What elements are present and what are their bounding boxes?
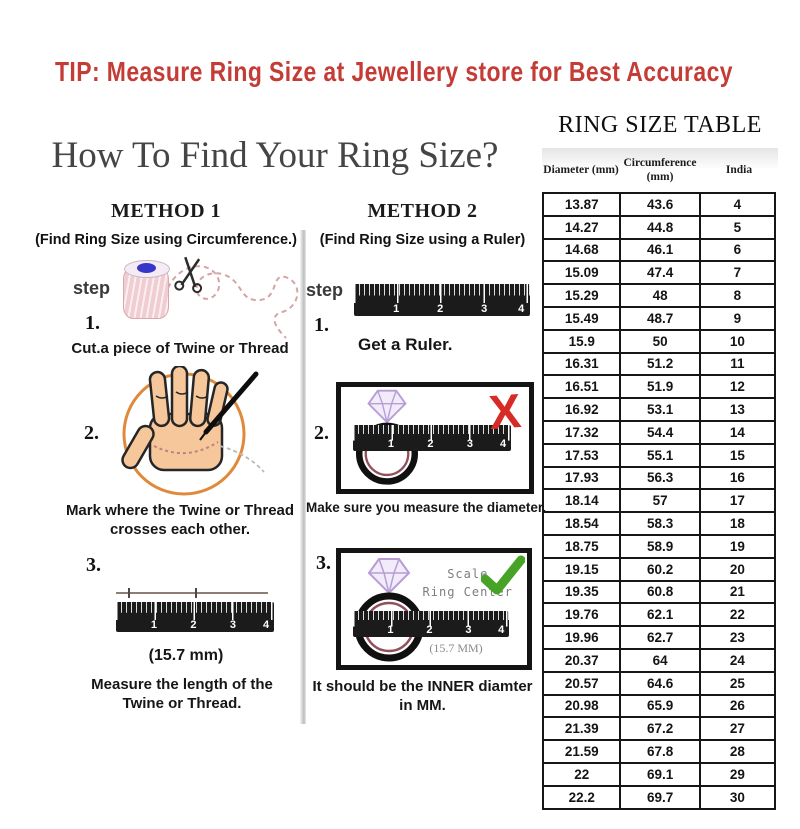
method-1-title: METHOD 1 [110, 200, 222, 222]
red-x-mark: X [487, 384, 523, 441]
table-cell: 62.7 [620, 626, 699, 649]
step-caption: Cut.a piece of Twine or Thread [71, 340, 289, 357]
table-cell: 30 [700, 786, 775, 809]
table-cell: 50 [620, 330, 699, 353]
table-cell: 15.29 [543, 284, 620, 307]
table-cell: 58.9 [620, 535, 699, 558]
table-row [543, 695, 775, 718]
table-cell: 22 [700, 603, 775, 626]
column-header-india: India [725, 163, 753, 176]
column-header-diameter: Diameter (mm) [543, 163, 619, 176]
table-cell: 18.54 [543, 512, 620, 535]
table-cell: 48 [620, 284, 699, 307]
table-row [543, 558, 775, 581]
column-header-circumference: Circumference (mm) [623, 156, 697, 183]
ruler-number: 2 [427, 438, 434, 450]
table-cell: 48.7 [620, 307, 699, 330]
ruler-number: 1 [150, 619, 157, 631]
table-cell: 19.76 [543, 603, 620, 626]
ruler-number: 2 [190, 619, 197, 631]
table-cell: 58.3 [620, 512, 699, 535]
step-caption: Measure the length of the Twine or Thread. [91, 676, 273, 712]
step-number-3: 3. [86, 554, 101, 576]
table-row [543, 307, 775, 330]
inner-mm-note: (15.7 MM) [429, 641, 483, 655]
table-header [542, 148, 778, 192]
table-row [543, 581, 775, 604]
ruler [116, 602, 274, 632]
table-cell: 11 [700, 353, 775, 376]
table-cell: 18.14 [543, 489, 620, 512]
table-row [543, 489, 775, 512]
table-cell: 64.6 [620, 672, 699, 695]
table-cell: 26 [700, 695, 775, 718]
thread-pin [195, 588, 197, 598]
table-row [543, 535, 775, 558]
table-cell: 69.1 [620, 763, 699, 786]
table-cell: 54.4 [620, 421, 699, 444]
table-row [543, 786, 775, 809]
table-cell: 20 [700, 558, 775, 581]
ruler-number: 4 [498, 624, 505, 636]
step-number-2: 2. [84, 422, 99, 444]
table-row [543, 353, 775, 376]
table-cell: 62.1 [620, 603, 699, 626]
ruler-number: 4 [263, 619, 270, 631]
table-row [543, 216, 775, 239]
step-number-3: 3. [316, 552, 331, 574]
table-cell: 14.68 [543, 239, 620, 262]
table-row [543, 398, 775, 421]
table-cell: 22.2 [543, 786, 620, 809]
table-row [543, 284, 775, 307]
ruler-number: 4 [518, 303, 525, 315]
step-caption: Make sure you measure the diameter. [306, 500, 547, 515]
ruler [354, 284, 530, 316]
table-cell: 29 [700, 763, 775, 786]
table-cell: 14 [700, 421, 775, 444]
table-cell: 69.7 [620, 786, 699, 809]
ruler-number: 4 [500, 438, 507, 450]
table-cell: 17.93 [543, 467, 620, 490]
table-cell: 10 [700, 330, 775, 353]
ruler-number: 3 [229, 619, 236, 631]
table-cell: 55.1 [620, 444, 699, 467]
table-cell: 20.37 [543, 649, 620, 672]
table-row [543, 626, 775, 649]
step-label: step [73, 278, 111, 298]
table-cell: 17.53 [543, 444, 620, 467]
table-cell: 16.92 [543, 398, 620, 421]
table-cell: 51.2 [620, 353, 699, 376]
ruler-number: 2 [426, 624, 433, 636]
table-cell: 24 [700, 649, 775, 672]
table-cell: 12 [700, 375, 775, 398]
table-cell: 27 [700, 717, 775, 740]
ruler-number: 1 [393, 303, 400, 315]
table-cell: 19.96 [543, 626, 620, 649]
table-row [543, 649, 775, 672]
ruler-number: 3 [465, 624, 472, 636]
green-check-icon [481, 555, 525, 597]
table-row [543, 717, 775, 740]
table-row [543, 239, 775, 262]
table-cell: 17.32 [543, 421, 620, 444]
scale-label-line1: Scale [447, 567, 489, 581]
ruler-number: 1 [387, 624, 394, 636]
tip-text: TIP: Measure Ring Size at Jewellery store for Best Accuracy [55, 56, 733, 87]
table-row [543, 193, 775, 216]
table-cell: 14.27 [543, 216, 620, 239]
table-cell: 9 [700, 307, 775, 330]
table-cell: 22 [543, 763, 620, 786]
table-cell: 18 [700, 512, 775, 535]
scissors-icon [172, 254, 209, 294]
table-cell: 67.2 [620, 717, 699, 740]
measure-box-correct [336, 548, 532, 670]
table-cell: 43.6 [620, 193, 699, 216]
table-cell: 23 [700, 626, 775, 649]
table-cell: 65.9 [620, 695, 699, 718]
table-row [543, 740, 775, 763]
table-row [543, 763, 775, 786]
twine-spool [123, 260, 169, 318]
table-cell: 46.1 [620, 239, 699, 262]
table-cell: 16 [700, 467, 775, 490]
ruler-number: 3 [481, 303, 488, 315]
table-cell: 20.98 [543, 695, 620, 718]
table-cell: 51.9 [620, 375, 699, 398]
ring-size-table-body [543, 193, 775, 809]
table-cell: 60.8 [620, 581, 699, 604]
ring-size-table [542, 192, 776, 810]
table-cell: 4 [700, 193, 775, 216]
step-caption: Mark where the Twine or Thread crosses each other. [65, 502, 295, 538]
measure-box-wrong [336, 382, 534, 494]
table-cell: 13 [700, 398, 775, 421]
table-row [543, 512, 775, 535]
method-2-subtitle: (Find Ring Size using a Ruler) [319, 232, 526, 248]
method-2-section [306, 200, 547, 824]
measurement-note: (15.7 mm) [148, 647, 224, 664]
table-cell: 67.8 [620, 740, 699, 763]
table-cell: 16.31 [543, 353, 620, 376]
method-1-section [28, 200, 304, 824]
ruler-number: 1 [387, 438, 394, 450]
table-row [543, 330, 775, 353]
table-cell: 16.51 [543, 375, 620, 398]
step-number-1: 1. [314, 314, 329, 336]
step-caption: It should be the INNER diamter in MM. [312, 678, 533, 714]
table-cell: 18.75 [543, 535, 620, 558]
table-cell: 13.87 [543, 193, 620, 216]
spool-core [137, 263, 156, 273]
page-title: How To Find Your Ring Size? [51, 135, 499, 176]
ruler-number: 2 [437, 303, 444, 315]
step-caption: Get a Ruler. [358, 335, 453, 354]
table-cell: 19.35 [543, 581, 620, 604]
table-cell: 47.4 [620, 261, 699, 284]
step-number-1: 1. [85, 312, 100, 334]
table-cell: 20.57 [543, 672, 620, 695]
table-cell: 15.49 [543, 307, 620, 330]
table-cell: 15.9 [543, 330, 620, 353]
table-cell: 28 [700, 740, 775, 763]
table-cell: 15 [700, 444, 775, 467]
table-cell: 19.15 [543, 558, 620, 581]
ring-size-table-panel [542, 112, 778, 810]
table-cell: 44.8 [620, 216, 699, 239]
step-label: step [306, 280, 344, 300]
table-row [543, 467, 775, 490]
table-row [543, 603, 775, 626]
ruler [353, 611, 509, 637]
hand-illustration [106, 366, 274, 500]
table-row [543, 672, 775, 695]
table-row [543, 444, 775, 467]
table-row [543, 421, 775, 444]
ruler [353, 425, 511, 451]
table-cell: 25 [700, 672, 775, 695]
table-cell: 60.2 [620, 558, 699, 581]
table-cell: 19 [700, 535, 775, 558]
table-cell: 6 [700, 239, 775, 262]
table-cell: 8 [700, 284, 775, 307]
step-number-2: 2. [314, 422, 329, 444]
table-row [543, 375, 775, 398]
ruler-number: 3 [466, 438, 473, 450]
table-cell: 15.09 [543, 261, 620, 284]
table-cell: 57 [620, 489, 699, 512]
diamond-icon [369, 559, 409, 593]
table-cell: 7 [700, 261, 775, 284]
table-cell: 56.3 [620, 467, 699, 490]
table-cell: 17 [700, 489, 775, 512]
table-cell: 21.39 [543, 717, 620, 740]
diamond-icon [368, 391, 405, 422]
table-title: RING SIZE TABLE [558, 112, 762, 138]
tip-banner [55, 56, 775, 88]
table-row [543, 261, 775, 284]
table-cell: 5 [700, 216, 775, 239]
scale-label-line2: Ring Center [422, 585, 513, 599]
table-cell: 21 [700, 581, 775, 604]
thread-pin [128, 588, 130, 598]
table-cell: 64 [620, 649, 699, 672]
table-cell: 53.1 [620, 398, 699, 421]
thread-measure-line [116, 592, 268, 594]
table-cell: 21.59 [543, 740, 620, 763]
method-2-title: METHOD 2 [367, 200, 478, 222]
method-1-subtitle: (Find Ring Size using Circumference.) [35, 232, 297, 248]
